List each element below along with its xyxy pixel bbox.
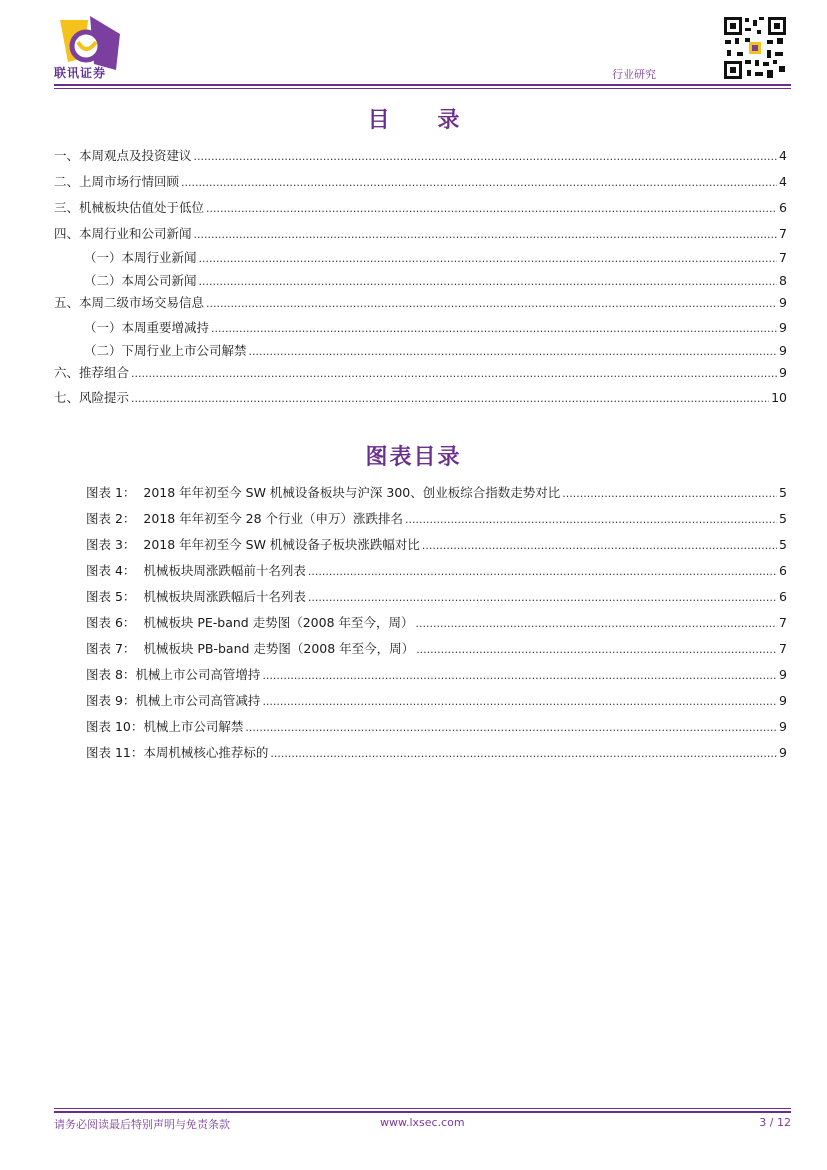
figure-entry[interactable] bbox=[86, 589, 787, 605]
leader-dots bbox=[249, 344, 778, 360]
figure-entry-label: 图表 3： 2018 年年初至今 SW 机械设备子板块涨跌幅对比 bbox=[86, 537, 420, 552]
figure-entry[interactable] bbox=[86, 615, 787, 631]
figure-entry[interactable] bbox=[86, 511, 787, 527]
toc-entry-label: 三、机械板块估值处于低位 bbox=[54, 200, 205, 215]
leader-dots bbox=[181, 175, 777, 191]
toc-entry-page: 4 bbox=[779, 174, 787, 189]
leader-dots bbox=[562, 486, 777, 502]
leader-dots bbox=[270, 746, 777, 762]
toc-entry-page: 9 bbox=[779, 320, 787, 335]
toc-entry-page: 7 bbox=[779, 226, 787, 241]
leader-dots bbox=[194, 149, 778, 165]
logo-text: 联讯证券 bbox=[54, 66, 107, 80]
toc-entry-label: （二）下周行业上市公司解禁 bbox=[84, 343, 247, 358]
leader-dots bbox=[308, 564, 777, 580]
leader-dots bbox=[416, 616, 778, 632]
figure-entry[interactable] bbox=[86, 745, 787, 761]
figure-entry-label: 图表 5： 机械板块周涨跌幅后十名列表 bbox=[86, 589, 306, 604]
section-label: 行业研究 bbox=[612, 68, 656, 81]
figure-entry-label: 图表 7： 机械板块 PB-band 走势图（2008 年至今，周） bbox=[86, 641, 415, 656]
leader-dots bbox=[199, 251, 778, 267]
toc-entry-label: 四、本周行业和公司新闻 bbox=[54, 226, 192, 241]
figure-entry-page: 9 bbox=[779, 745, 787, 760]
figure-entry-page: 7 bbox=[779, 615, 787, 630]
leader-dots bbox=[206, 201, 777, 217]
figure-entry[interactable] bbox=[86, 641, 787, 657]
toc-title: 目 录 bbox=[367, 108, 480, 133]
figure-entry[interactable] bbox=[86, 693, 787, 709]
figure-entry-label: 图表 8：机械上市公司高管增持 bbox=[86, 667, 261, 682]
toc-entry-label: 二、上周市场行情回顾 bbox=[54, 174, 180, 189]
toc-entry[interactable] bbox=[54, 390, 787, 406]
toc-subentry[interactable] bbox=[84, 250, 787, 266]
leader-dots bbox=[131, 391, 769, 407]
leader-dots bbox=[422, 538, 777, 554]
figure-entry-label: 图表 2： 2018 年年初至今 28 个行业（申万）涨跌排名 bbox=[86, 511, 404, 526]
toc-subentry[interactable] bbox=[84, 343, 787, 359]
footer-rule-thin bbox=[54, 1108, 791, 1109]
toc-entry[interactable] bbox=[54, 226, 787, 242]
figure-entry-page: 5 bbox=[779, 537, 787, 552]
toc-entry-label: 六、推荐组合 bbox=[54, 365, 130, 380]
toc-subentry[interactable] bbox=[84, 273, 787, 289]
toc-entry-page: 6 bbox=[779, 200, 787, 215]
figure-entry-page: 6 bbox=[779, 589, 787, 604]
figure-entry-label: 图表 1： 2018 年年初至今 SW 机械设备板块与沪深 300、创业板综合指数走势对比 bbox=[86, 485, 561, 500]
leader-dots bbox=[308, 590, 777, 606]
leader-dots bbox=[194, 227, 778, 243]
figure-entry-label: 图表 10：机械上市公司解禁 bbox=[86, 719, 244, 734]
toc-entry-page: 8 bbox=[779, 273, 787, 288]
footer-website-link[interactable]: www.lxsec.com bbox=[380, 1116, 465, 1129]
figure-entry-label: 图表 4： 机械板块周涨跌幅前十名列表 bbox=[86, 563, 306, 578]
figure-index-title: 图表目录 bbox=[365, 445, 462, 470]
figure-entry[interactable] bbox=[86, 563, 787, 579]
figure-entry[interactable] bbox=[86, 667, 787, 683]
figure-entry-page: 9 bbox=[779, 667, 787, 682]
toc-entry-page: 7 bbox=[779, 250, 787, 265]
leader-dots bbox=[405, 512, 777, 528]
leader-dots bbox=[262, 668, 777, 684]
toc-entry-page: 9 bbox=[779, 295, 787, 310]
figure-entry-label: 图表 11：本周机械核心推荐标的 bbox=[86, 745, 269, 760]
figure-entry[interactable] bbox=[86, 537, 787, 553]
figure-entry-page: 9 bbox=[779, 693, 787, 708]
leader-dots bbox=[245, 720, 777, 736]
toc-entry[interactable] bbox=[54, 174, 787, 190]
figure-entry-label: 图表 9：机械上市公司高管减持 bbox=[86, 693, 261, 708]
header-rule-thin bbox=[54, 88, 791, 89]
figure-entry-label: 图表 6： 机械板块 PE-band 走势图（2008 年至今，周） bbox=[86, 615, 414, 630]
toc-entry-label: 七、风险提示 bbox=[54, 390, 130, 405]
figure-entry-page: 5 bbox=[779, 511, 787, 526]
footer-page-number: 3 / 12 bbox=[759, 1116, 791, 1129]
toc-entry[interactable] bbox=[54, 365, 787, 381]
toc-entry[interactable] bbox=[54, 200, 787, 216]
toc-entry-label: （二）本周公司新闻 bbox=[84, 273, 197, 288]
toc-entry-label: （一）本周行业新闻 bbox=[84, 250, 197, 265]
toc-subentry[interactable] bbox=[84, 320, 787, 336]
figure-entry-page: 5 bbox=[779, 485, 787, 500]
toc-entry[interactable] bbox=[54, 148, 787, 164]
footer-disclaimer-link[interactable]: 请务必阅读最后特别声明与免责条款 bbox=[54, 1118, 230, 1131]
toc-entry[interactable] bbox=[54, 295, 787, 311]
footer-rule bbox=[54, 1111, 791, 1113]
qr-code-icon bbox=[723, 16, 787, 80]
toc-entry-label: 五、本周二级市场交易信息 bbox=[54, 295, 205, 310]
leader-dots bbox=[131, 366, 777, 382]
header-rule bbox=[54, 84, 791, 86]
toc-entry-page: 4 bbox=[779, 148, 787, 163]
figure-entry[interactable] bbox=[86, 719, 787, 735]
leader-dots bbox=[211, 321, 777, 337]
figure-entry-page: 9 bbox=[779, 719, 787, 734]
figure-entry-page: 7 bbox=[779, 641, 787, 656]
toc-entry-page: 10 bbox=[771, 390, 787, 405]
leader-dots bbox=[262, 694, 777, 710]
figure-entry-page: 6 bbox=[779, 563, 787, 578]
figure-entry[interactable] bbox=[86, 485, 787, 501]
leader-dots bbox=[199, 274, 778, 290]
toc-entry-page: 9 bbox=[779, 365, 787, 380]
toc-entry-page: 9 bbox=[779, 343, 787, 358]
toc-entry-label: （一）本周重要增减持 bbox=[84, 320, 210, 335]
leader-dots bbox=[206, 296, 777, 312]
toc-entry-label: 一、本周观点及投资建议 bbox=[54, 148, 192, 163]
leader-dots bbox=[416, 642, 777, 658]
